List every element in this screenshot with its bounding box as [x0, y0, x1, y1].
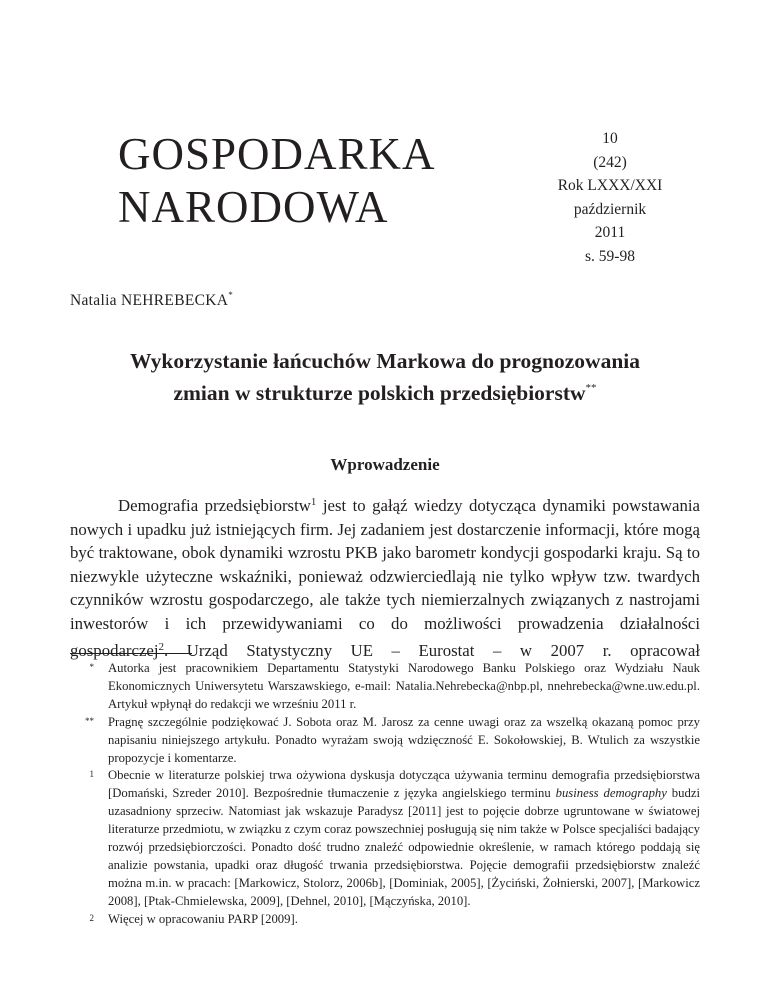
- footnote: [70, 767, 700, 910]
- issue-year-label: Rok LXXX/XXI: [557, 177, 663, 194]
- article-title: [70, 348, 700, 407]
- footnote-text: Więcej w opracowaniu PARP [2009].: [108, 911, 298, 926]
- footnote: [70, 714, 700, 768]
- journal-title: [118, 128, 436, 234]
- issue-pages: s. 59-98: [585, 247, 635, 265]
- footnote-ref-1: 1: [310, 496, 317, 508]
- issue-year: 2011: [594, 224, 626, 241]
- footnote-text-segment: Obecnie w literaturze polskiej trwa ożywiona dyskusja dotycząca używania terminu demografia przedsiębiorstwa [Domański, Szreder 2010]. Bezpośrednie tłumaczenie z języka angielskiego terminu: [108, 768, 700, 801]
- body-text-segment: . Urząd Statystyczny UE – Eurostat – w 2007 r. opracował: [164, 640, 700, 660]
- issue-info: [540, 127, 680, 268]
- body-text-segment: jest to gałąź wiedzy dotycząca dynamiki powstawania nowych i upadku już istniejących firm. Jej zadaniem jest dostarczenie informacji, które mogą być traktowane, obok dynamiki wzrostu PKB jako barometr kondycji gospodarki kraju. Są to niezwykle użyteczne wskaźniki, ponieważ odzwierciedlają nie tylko wpływ tzw. twardych czynników wzrostu gospodarczego, ale także tych niemierzalnych związanych z nastrojami inwestorów i ich przewidywaniami co do możliwości prowadzenia działalności gospodarczej: [70, 496, 700, 660]
- footnote-text: Autorka jest pracownikiem Departamentu Statystyki Narodowego Banku Polskiego oraz Wydziału Nauk Ekonomicznych Uniwersytetu Warszawskiego, e-mail: Natalia.Nehrebecka@nbp.pl, nnehrebecka@wne.uw.edu.pl. Artykuł wpłynął do redakcji we wrześniu 2011 r.: [108, 661, 700, 711]
- body-paragraph: [70, 491, 700, 662]
- title-footnote-mark: **: [585, 382, 597, 394]
- footnotes: [70, 660, 700, 929]
- footnote-italic-term: business demography: [555, 786, 667, 801]
- journal-title-line-1: GOSPODARKA: [118, 129, 436, 179]
- author-footnote-mark: *: [228, 290, 234, 300]
- article-title-line-2: [70, 375, 700, 407]
- author-name: Natalia NEHREBECKA: [70, 292, 229, 309]
- issue-month: październik: [573, 200, 647, 218]
- issue-number: 10: [602, 130, 618, 147]
- section-heading: Wprowadzenie: [330, 455, 440, 474]
- footnote-separator: [70, 653, 192, 654]
- footnote-mark: **: [85, 715, 94, 726]
- paragraph: [70, 491, 700, 662]
- footnote-mark: *: [89, 662, 94, 672]
- journal-title-line-2: NARODOWA: [118, 182, 389, 232]
- body-text-segment: Demografia przedsiębiorstw: [118, 496, 311, 515]
- footnote-ref-2: 2: [158, 640, 165, 653]
- issue-total: (242): [593, 153, 627, 171]
- article-title-line-1: Wykorzystanie łańcuchów Markowa do prognozowania: [129, 349, 641, 373]
- footnote-mark: 1: [89, 769, 94, 780]
- footnote-text: [108, 767, 700, 910]
- footnote: [70, 911, 700, 929]
- article-title-line-2-text: zmian w strukturze polskich przedsiębiorstw: [173, 381, 586, 405]
- footnote-mark: 2: [89, 912, 94, 923]
- footnote-text-segment: budzi uzasadniony sprzeciw. Natomiast jak wskazuje Paradysz [2011] jest to pojęcie dobrze ugruntowane w światowej literaturze przedmiotu, w związku z czym coraz powszechniej posługują się nim także w Polsce specjaliści badający rozwój przedsiębiorczości. Ponadto dość trudno znaleźć odpowiednie określenie, w ramach którego poddają się analizie powstania, upadki oraz długość trwania przedsiębiorstwa. Pojęcie demografii przedsiębiorstw znaleźć można m.in. w pracach: [Markowicz, Stolorz, 2006b], [Dominiak, 2005], [Życiński, Żołnierski, 2007], [Markowicz 2008], [Ptak-Chmielewska, 2009], [Dehnel, 2010], [Mączyńska, 2010].: [108, 786, 700, 908]
- footnote-text: Pragnę szczególnie podziękować J. Sobota oraz M. Jarosz za cenne uwagi oraz za wszelką okazaną pomoc przy napisaniu niniejszego artykułu. Ponadto wyrażam swoją wdzięczność E. Sokołowskiej, B. Wtulich za wszystkie propozycje i komentarze.: [108, 714, 700, 765]
- author-line: [70, 290, 233, 310]
- footnote: [70, 660, 700, 714]
